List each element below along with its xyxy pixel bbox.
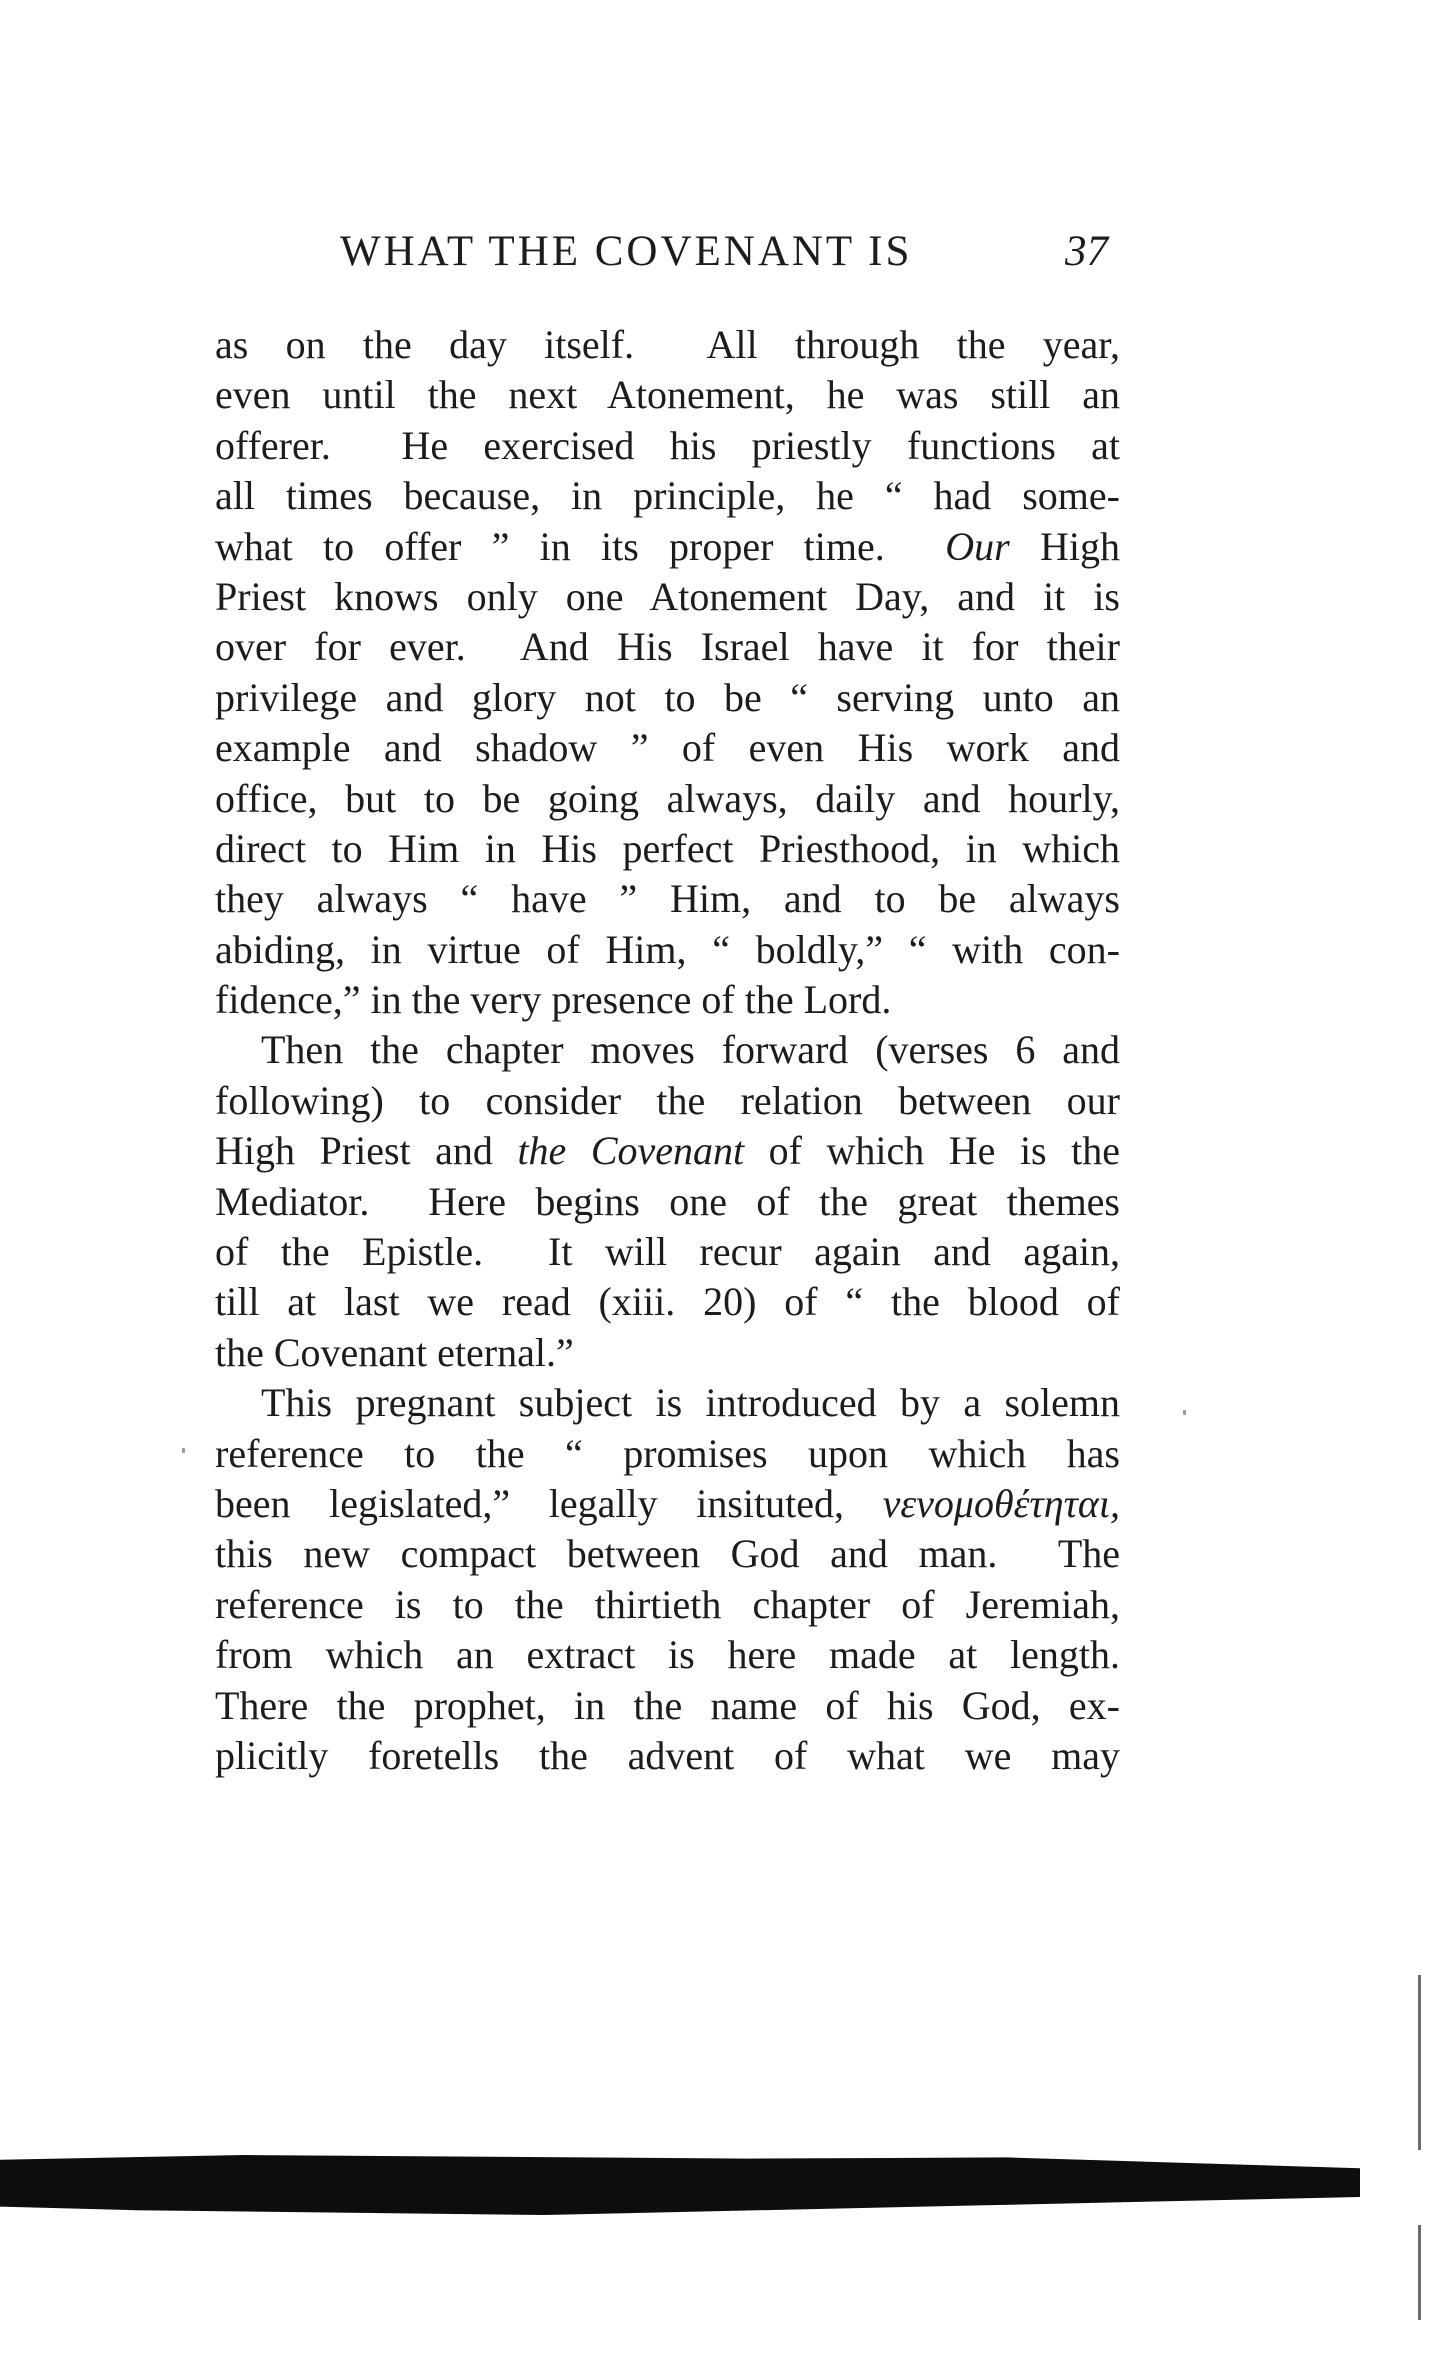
running-title: WHAT THE COVENANT IS bbox=[340, 228, 913, 275]
text-line: been legislated,” legally insituted, νενομοθέτηται, bbox=[215, 1480, 1120, 1526]
page-number: 37 bbox=[1065, 228, 1108, 275]
text-line: from which an extract is here made at length. bbox=[215, 1632, 1120, 1678]
text-line: fidence,” in the very presence of the Lord. bbox=[215, 977, 892, 1023]
text-line: offerer. He exercised his priestly functions at bbox=[215, 422, 1120, 468]
paragraph-start-line: Then the chapter moves forward (verses 6 and bbox=[261, 1027, 1120, 1073]
text-line: what to offer ” in its proper time. Our High bbox=[215, 523, 1121, 569]
italic-emphasis: Our bbox=[945, 523, 1010, 569]
scan-shadow-bar bbox=[0, 2155, 1360, 2215]
text-line: reference to the “ promises upon which has bbox=[215, 1430, 1120, 1476]
text-line: office, but to be going always, daily and hourly, bbox=[215, 775, 1120, 821]
paragraph-start-line: This pregnant subject is introduced by a solemn bbox=[261, 1380, 1120, 1426]
text-line: High Priest and the Covenant of which He is the bbox=[215, 1128, 1121, 1174]
greek-word: νενομοθέτηται, bbox=[882, 1480, 1120, 1526]
text-line: as on the day itself. All through the year, bbox=[215, 322, 1120, 367]
scan-edge-mark bbox=[1418, 2225, 1421, 2320]
scan-speck bbox=[1183, 1410, 1186, 1415]
text-line: plicitly foretells the advent of what we may bbox=[215, 1732, 1120, 1778]
text-line: There the prophet, in the name of his God, ex- bbox=[215, 1682, 1120, 1728]
text-line: privilege and glory not to be “ serving unto an bbox=[215, 674, 1120, 720]
text-line: this new compact between God and man. The bbox=[215, 1531, 1120, 1577]
text-line: over for ever. And His Israel have it for their bbox=[215, 624, 1120, 670]
text-line: following) to consider the relation between our bbox=[215, 1077, 1120, 1123]
text-line: till at last we read (xiii. 20) of “ the blood of bbox=[215, 1279, 1120, 1325]
text-line: direct to Him in His perfect Priesthood, in which bbox=[215, 825, 1120, 871]
running-head bbox=[340, 222, 1120, 282]
text-line: of the Epistle. It will recur again and again, bbox=[215, 1229, 1120, 1275]
text-line: all times because, in principle, he “ had some- bbox=[215, 473, 1120, 519]
body-text bbox=[215, 320, 1120, 1781]
text-line: abiding, in virtue of Him, “ boldly,” “ with con- bbox=[215, 926, 1120, 972]
text-line: reference is to the thirtieth chapter of Jeremiah, bbox=[215, 1581, 1120, 1627]
scan-speck bbox=[182, 1448, 185, 1453]
text-line: they always “ have ” Him, and to be always bbox=[215, 876, 1120, 922]
text-line: even until the next Atonement, he was still an bbox=[215, 372, 1120, 418]
text-line: the Covenant eternal.” bbox=[215, 1329, 574, 1375]
text-line: Priest knows only one Atonement Day, and it is bbox=[215, 573, 1120, 619]
text-line: example and shadow ” of even His work and bbox=[215, 725, 1120, 771]
scan-edge-mark bbox=[1418, 1975, 1421, 2150]
italic-emphasis: the Covenant bbox=[517, 1128, 745, 1174]
text-line: Mediator. Here begins one of the great themes bbox=[215, 1178, 1120, 1224]
